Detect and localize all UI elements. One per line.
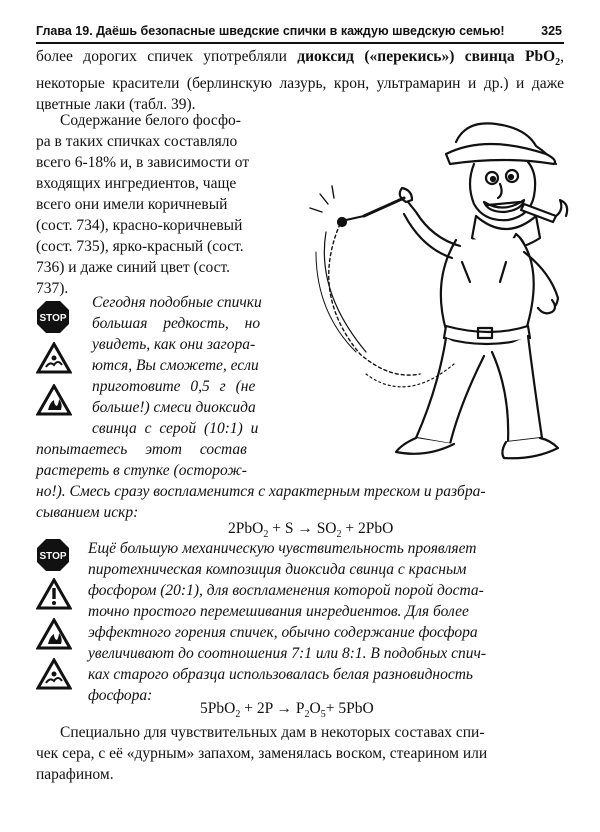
body-line: всего 6-18% и, в зависимости от (36, 154, 250, 171)
svg-text:STOP: STOP (39, 313, 67, 324)
page-header (36, 22, 564, 44)
cartoon-illustration (306, 112, 588, 464)
body-line: (сост. 734), красно-коричневый (36, 217, 243, 234)
body-line: Содержание белого фосфо- (60, 112, 241, 129)
equation-lead-dioxide-phosphorus: $5PbO_2 + 2P \to P_2O_5+ 5PbO$ (200, 700, 374, 721)
closing-line: чек сера, с её «дурным» запахом, заменялась воском, стеарином или (36, 745, 488, 762)
warning-line: ках старого образца использовалась белая разновидность (88, 666, 473, 683)
chapter-title: Глава 19. Даёшь безопасные шведские спички в каждую шведскую семью! (36, 24, 505, 38)
warning-line: растереть в ступке (осторож- (36, 462, 247, 479)
body-line: всего они имели коричневый (36, 196, 228, 213)
warning-line: ются, Вы сможете, если (92, 357, 259, 374)
closing-paragraph (36, 722, 564, 785)
warning-line: пиротехническая композиция диоксида свинца с красным (88, 561, 467, 578)
lead-dioxide-term: диоксид («перекись») свинца PbO$_2$ (297, 48, 561, 69)
warning-line: больше!) смеси диоксида (92, 399, 256, 416)
body-line: 737). (36, 280, 69, 297)
body-line: 736) и даже синий цвет (сост. (36, 259, 231, 276)
body-paragraph (36, 110, 298, 299)
warning-line: Ещё большую механическую чувствительность проявляет (88, 540, 477, 557)
warning-line: увидеть, как они загора- (92, 336, 256, 353)
warning-line: эффектного горения спичек, обычно содержание фосфора (88, 624, 478, 641)
warning-line: свинца с серой (10:1) и (92, 420, 259, 437)
fire-warning-icon (36, 618, 72, 650)
warning-line: увеличивают до соотношения 7:1 или 8:1. В подобных спич- (88, 645, 487, 662)
warning-line: фосфором (20:1), для воспламенения которой порой доста- (88, 582, 484, 599)
warning-line: сыванием искр: (36, 504, 139, 521)
warning-line: приготовите 0,5 г (не (92, 378, 256, 395)
warning-line: фосфора: (88, 687, 153, 704)
stop-sign-icon (36, 538, 70, 572)
warning-block-2 (88, 538, 564, 706)
page-number: 325 (541, 24, 562, 38)
body-line: ра в таких спичках составляло (36, 133, 238, 150)
hazard-triangle-icon (36, 658, 72, 690)
closing-line: парафином. (36, 766, 114, 783)
body-line: (сост. 735), ярко-красный (сост. (36, 238, 244, 255)
intro-paragraph: более дорогих спичек употребляли диоксид («перекись») свинца PbO$_2$, некоторые красители (берлинскую лазурь, крон, ультрамарин и др.) и даже цветные лаки (табл. 39). (36, 48, 564, 114)
warning-line: попытаетесь этот состав (36, 441, 247, 458)
svg-text:STOP: STOP (39, 551, 67, 562)
closing-line: Специально для чувствительных дам в некоторых составах спи- (60, 724, 485, 741)
warning-line: Сегодня подобные спички (92, 294, 262, 311)
warning-line: но!). Смесь сразу воспламенится с характерным треском и разбра- (36, 483, 486, 500)
warning-line: точно простого перемешивания ингредиентов. Для более (88, 603, 469, 620)
exclamation-warning-icon (36, 578, 72, 610)
body-line: входящих ингредиентов, чаще (36, 175, 237, 192)
warning-line: большая редкость, но (92, 315, 261, 332)
equation-lead-dioxide-sulfur: $2PbO_2 + S \to SO_2 + 2PbO$ (228, 520, 394, 541)
